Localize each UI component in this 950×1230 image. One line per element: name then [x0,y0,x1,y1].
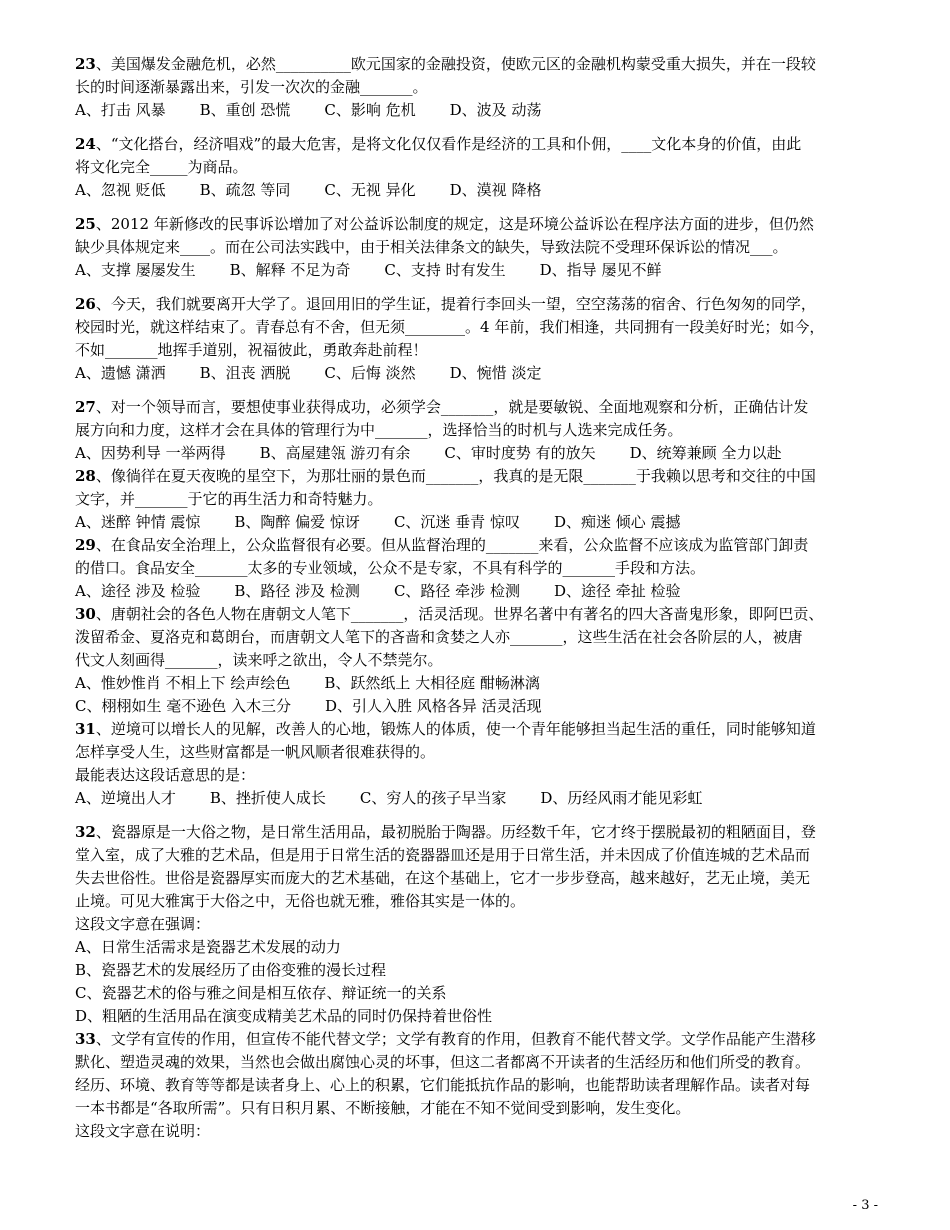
options-row [75,695,885,718]
option-a: A、惟妙惟肖 不相上下 绘声绘色 [75,674,291,692]
option-b: B、挫折使人成长 [209,789,326,807]
option-c: C、栩栩如生 毫不逊色 入木三分 [75,697,292,715]
page-content [75,53,885,1143]
option-c: C、路径 牵涉 检测 [393,582,520,600]
question-number: 28 [75,467,96,485]
options-row [75,672,885,695]
option-d: D、漠视 降格 [449,181,542,199]
question-line: 32、瓷器原是一大俗之物，是日常生活用品，最初脱胎于陶器。历经数千年，它才终于摆脱最初的粗陋面目，登 [75,823,816,841]
option-c: C、后悔 淡然 [324,364,416,382]
option-a: A、支撑 屡屡发生 [75,261,196,279]
option-a: A、迷醉 钟情 震惊 [75,513,201,531]
question-32 [75,821,885,1028]
option-a: A、忽视 贬低 [75,181,166,199]
question-line: 23、美国爆发金融危机，必然__________欧元国家的金融投资，使欧元区的金融机构蒙受重大损失，并在一段较 [75,55,816,73]
question-number: 27 [75,398,96,416]
options-row [75,511,885,534]
question-number: 33 [75,1030,96,1048]
question-line: 失去世俗性。世俗是瓷器厚实而庞大的艺术基础，在这个基础上，它才一步步登高，越来越好，艺无止境，美无 [75,869,811,887]
option-b: B、跃然纸上 大相径庭 酣畅淋漓 [324,674,540,692]
question-line: 文字，并_______于它的再生活力和奇特魅力。 [75,490,383,508]
question-line: 默化、塑造灵魂的效果，当然也会做出腐蚀心灵的坏事，但这二者都离不开读者的生活经历和他们所受的教育。 [75,1053,811,1071]
question-number: 30 [75,605,96,623]
question-line: 校园时光，就这样结束了。青春总有不舍，但无须________。4 年前，我们相逢，共同拥有一段美好时光；如今， [75,318,825,336]
question-number: 31 [75,720,96,738]
question-line: 29、在食品安全治理上，公众监督很有必要。但从监督治理的_______来看，公众监督不应该成为监管部门卸责 [75,536,809,554]
page-number: - 3 - [852,1198,878,1213]
question-line: 27、对一个领导而言，要想使事业获得成功，必须学会_______，就是要敏锐、全面地观察和分析，正确估计发 [75,398,809,416]
question-number: 26 [75,295,96,313]
question-line: 长的时间逐渐暴露出来，引发一次次的金融_______。 [75,78,428,96]
question-line: 的借口。食品安全_______太多的专业领域，公众不是专家，不具有科学的_______手段和方法。 [75,559,706,577]
question-line: 31、逆境可以增长人的见解，改善人的心地，锻炼人的体质，使一个青年能够担当起生活的重任，同时能够知道 [75,720,816,738]
question-line: 堂入室，成了大雅的艺术品，但是用于日常生活的瓷器器皿还是用于日常生活，并未因成了价值连城的艺术品而 [75,846,811,864]
option-c: C、审时度势 有的放矢 [444,444,596,462]
option-b: B、瓷器艺术的发展经历了由俗变雅的漫长过程 [75,961,387,979]
question-line: 一本书都是“各取所需”。只有日积月累、不断接触，才能在不知不觉间受到影响，发生变化。 [75,1099,691,1117]
question-line: 展方向和力度，这样才会在具体的管理行为中_______，选择恰当的时机与人选来完成任务。 [75,421,683,439]
option-a: A、打击 风暴 [75,101,166,119]
question-25 [75,213,885,282]
question-26 [75,293,885,385]
question-number: 32 [75,823,96,841]
option-b: B、路径 涉及 检测 [234,582,360,600]
question-line: 将文化完全_____为商品。 [75,158,248,176]
option-b: B、沮丧 洒脱 [199,364,291,382]
question-29 [75,534,885,603]
options-row [75,442,885,465]
question-line: 25、2012 年新修改的民事诉讼增加了对公益诉讼制度的规定，这是环境公益诉讼在程序法方面的进步，但仍然 [75,215,814,233]
option-d: D、途径 牵扯 检验 [553,582,681,600]
option-b: B、高屋建瓴 游刃有余 [259,444,411,462]
option-c: C、无视 异化 [324,181,416,199]
option-d: D、引人入胜 风格各异 活灵活现 [325,697,542,715]
option-d: D、统筹兼顾 全力以赴 [629,444,782,462]
option-c: C、沉迷 垂青 惊叹 [393,513,520,531]
option-c: C、影响 危机 [324,101,416,119]
options-row [75,362,885,385]
question-line: 泼留希金、夏洛克和葛朗台，而唐朝文人笔下的吝啬和贪婪之人亦_______，这些生活在社会各阶层的人，被唐 [75,628,803,646]
question-line: 代文人刻画得_______，读来呼之欲出，令人不禁莞尔。 [75,651,443,669]
option-a: A、逆境出人才 [75,789,176,807]
option-c: C、支持 时有发生 [384,261,506,279]
question-line: 28、像徜徉在夏天夜晚的星空下，为那壮丽的景色而_______，我真的是无限_______于我赖以思考和交往的中国 [75,467,816,485]
question-prompt: 这段文字意在说明： [75,1122,211,1140]
question-line: 26、今天，我们就要离开大学了。退回用旧的学生证，提着行李回头一望，空空荡荡的宿舍、行色匆匆的同学， [75,295,816,313]
option-b: B、疏忽 等同 [199,181,291,199]
options-row [75,99,885,122]
option-b: B、解释 不足为奇 [229,261,351,279]
question-31 [75,718,885,810]
question-27 [75,396,885,465]
question-prompt: 最能表达这段话意思的是： [75,766,256,784]
question-33 [75,1028,885,1143]
option-d: D、指导 屡见不鲜 [539,261,662,279]
option-b: B、陶醉 偏爱 惊讶 [234,513,360,531]
question-number: 23 [75,55,96,73]
question-30 [75,603,885,718]
question-23 [75,53,885,122]
option-a: A、因势利导 一举两得 [75,444,226,462]
options-row [75,259,885,282]
option-b: B、重创 恐慌 [199,101,291,119]
option-c: C、瓷器艺术的俗与雅之间是相互依存、辩证统一的关系 [75,984,447,1002]
option-a: A、日常生活需求是瓷器艺术发展的动力 [75,938,341,956]
question-number: 25 [75,215,96,233]
question-line: 30、唐朝社会的各色人物在唐朝文人笔下_______，活灵活现。世界名著中有著名的四大吝啬鬼形象，即阿巴贡、 [75,605,824,623]
question-24 [75,133,885,202]
question-line: 经历、环境、教育等等都是读者身上、心上的积累，它们能抵抗作品的影响，也能帮助读者理解作品。读者对每 [75,1076,811,1094]
options-row [75,179,885,202]
option-d: D、痴迷 倾心 震撼 [553,513,681,531]
option-d: D、历经风雨才能见彩虹 [540,789,703,807]
option-a: A、途径 涉及 检验 [75,582,201,600]
question-line: 怎样享受人生，这些财富都是一帆风顺者很难获得的。 [75,743,436,761]
question-line: 33、文学有宣传的作用，但宣传不能代替文学；文学有教育的作用，但教育不能代替文学。文学作品能产生潜移 [75,1030,816,1048]
option-d: D、粗陋的生活用品在演变成精美艺术品的同时仍保持着世俗性 [75,1007,493,1025]
question-number: 24 [75,135,96,153]
options-row [75,580,885,603]
option-d: D、波及 动荡 [449,101,542,119]
question-line: 不如_______地挥手道别，祝福彼此，勇敢奔赴前程！ [75,341,428,359]
question-28 [75,465,885,534]
question-line: 止境。可见大雅寓于大俗之中，无俗也就无雅，雅俗其实是一体的。 [75,892,526,910]
option-c: C、穷人的孩子早当家 [359,789,507,807]
question-line: 缺少具体规定来____。而在公司法实践中，由于相关法律条文的缺失，导致法院不受理环保诉讼的情况___。 [75,238,788,256]
option-d: D、惋惜 淡定 [449,364,542,382]
question-number: 29 [75,536,96,554]
question-line: 24、“文化搭台，经济唱戏”的最大危害，是将文化仅仅看作是经济的工具和仆佣，____文化本身的价值，由此 [75,135,802,153]
options-row [75,787,885,810]
question-prompt: 这段文字意在强调： [75,915,211,933]
option-a: A、遗憾 潇洒 [75,364,166,382]
